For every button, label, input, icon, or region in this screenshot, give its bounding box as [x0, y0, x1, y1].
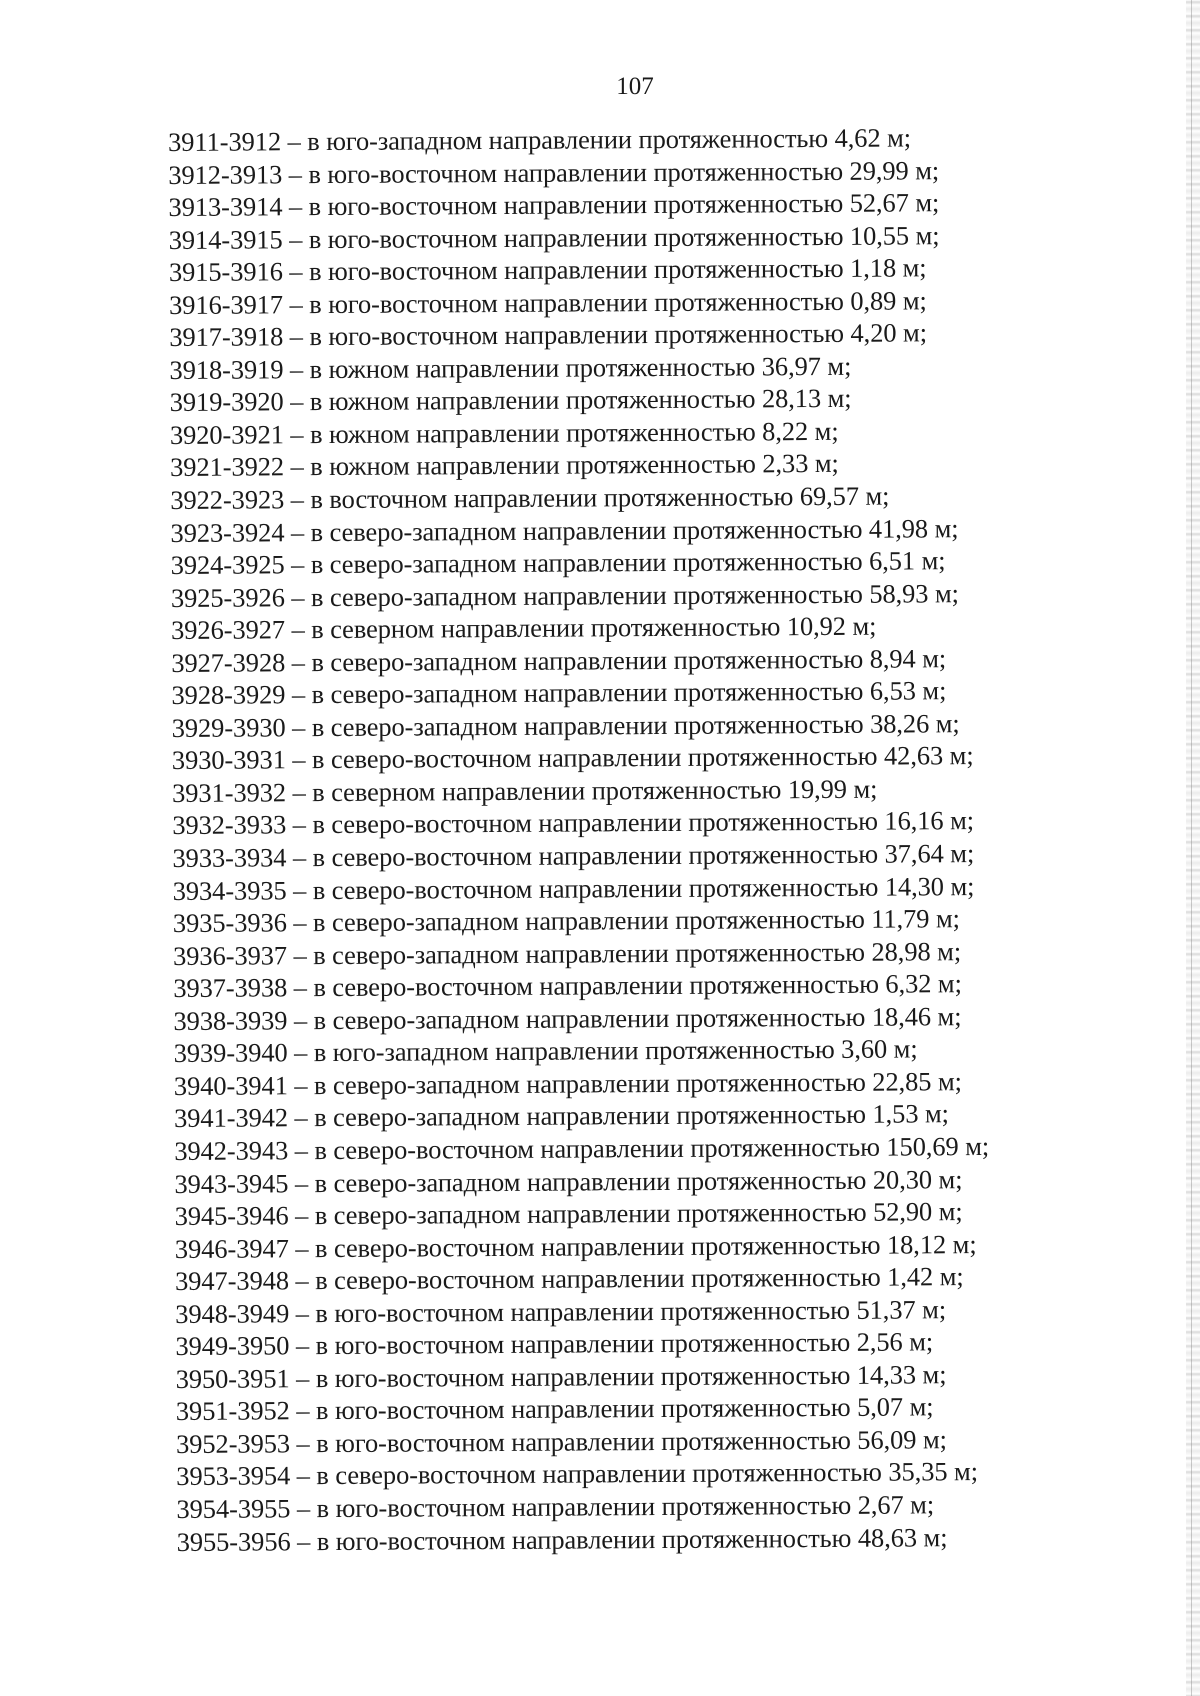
list-item: 3946-3947 – в северо-восточном направлении протяженностью 18,12 м;	[174, 1228, 977, 1264]
list-item: 3943-3945 – в северо-западном направлении протяженностью 20,30 м;	[174, 1163, 963, 1199]
list-item: 3930-3931 – в северо-восточном направлении протяженностью 42,63 м;	[171, 740, 974, 776]
list-item: 3947-3948 – в северо-восточном направлении протяженностью 1,42 м;	[174, 1261, 964, 1297]
scan-edge-artifact	[1186, 0, 1200, 1696]
list-item: 3922-3923 – в восточном направлении протяженностью 69,57 м;	[170, 480, 890, 516]
list-item: 3941-3942 – в северо-западном направлении протяженностью 1,53 м;	[173, 1098, 949, 1134]
list-item: 3939-3940 – в юго-западном направлении протяженностью 3,60 м;	[173, 1033, 918, 1069]
list-item: 3935-3936 – в северо-западном направлении протяженностью 11,79 м;	[172, 903, 960, 939]
list-item: 3924-3925 – в северо-западном направлении протяженностью 6,51 м;	[170, 545, 946, 581]
list-item: 3949-3950 – в юго-восточном направлении протяженностью 2,56 м;	[175, 1326, 934, 1362]
list-item: 3927-3928 – в северо-западном направлении протяженностью 8,94 м;	[171, 643, 947, 678]
list-item: 3915-3916 – в юго-восточном направлении протяженностью 1,18 м;	[168, 252, 927, 288]
list-item: 3921-3922 – в южном направлении протяженностью 2,33 м;	[169, 448, 839, 483]
list-item: 3952-3953 – в юго-восточном направлении протяженностью 56,09 м;	[175, 1424, 947, 1459]
list-item: 3931-3932 – в северном направлении протяженностью 19,99 м;	[171, 773, 878, 808]
list-item: 3912-3913 – в юго-восточном направлении протяженностью 29,99 м;	[168, 154, 940, 190]
list-item: 3932-3933 – в северо-восточном направлении протяженностью 16,16 м;	[172, 805, 975, 841]
list-item: 3920-3921 – в южном направлении протяженностью 8,22 м;	[169, 415, 839, 450]
list-item: 3938-3939 – в северо-западном направлении протяженностью 18,46 м;	[173, 1000, 962, 1036]
list-item: 3950-3951 – в юго-восточном направлении протяженностью 14,33 м;	[175, 1359, 947, 1394]
page-number: 107	[616, 73, 654, 100]
list-item: 3928-3929 – в северо-западном направлении протяженностью 6,53 м;	[171, 675, 947, 711]
list-item: 3936-3937 – в северо-западном направлении протяженностью 28,98 м;	[172, 935, 962, 971]
list-item: 3934-3935 – в северо-восточном направлении протяженностью 14,30 м;	[172, 870, 975, 906]
list-item: 3937-3938 – в северо-восточном направлении протяженностью 6,32 м;	[173, 968, 962, 1004]
list-item: 3914-3915 – в юго-восточном направлении протяженностью 10,55 м;	[168, 219, 940, 255]
list-item: 3940-3941 – в северо-западном направлении протяженностью 22,85 м;	[173, 1066, 962, 1101]
list-item: 3951-3952 – в юго-восточном направлении протяженностью 5,07 м;	[175, 1391, 934, 1427]
list-item: 3918-3919 – в южном направлении протяженностью 36,97 м;	[169, 350, 852, 385]
list-item: 3911-3912 – в юго-западном направлении протяженностью 4,62 м;	[168, 122, 912, 157]
list-item: 3919-3920 – в южном направлении протяженностью 28,13 м;	[169, 383, 852, 418]
list-item: 3926-3927 – в северном направлении протяженностью 10,92 м;	[170, 610, 877, 646]
list-item: 3933-3934 – в северо-восточном направлении протяженностью 37,64 м;	[172, 838, 975, 874]
list-item: 3917-3918 – в юго-восточном направлении протяженностью 4,20 м;	[169, 317, 928, 353]
list-item: 3913-3914 – в юго-восточном направлении протяженностью 52,67 м;	[168, 187, 940, 223]
list-item: 3916-3917 – в юго-восточном направлении протяженностью 0,89 м;	[169, 285, 927, 320]
list-item: 3953-3954 – в северо-восточном направлении протяженностью 35,35 м;	[176, 1456, 979, 1492]
list-item: 3923-3924 – в северо-западном направлении протяженностью 41,98 м;	[170, 512, 959, 548]
list-item: 3925-3926 – в северо-западном направлении протяженностью 58,93 м;	[170, 577, 959, 613]
list-item: 3945-3946 – в северо-западном направлении протяженностью 52,90 м;	[174, 1196, 963, 1232]
scan-edge-line	[1191, 0, 1192, 1696]
list-item: 3942-3943 – в северо-восточном направлении протяженностью 150,69 м;	[174, 1130, 990, 1166]
list-item: 3948-3949 – в юго-восточном направлении протяженностью 51,37 м;	[175, 1293, 947, 1329]
list-item: 3955-3956 – в юго-восточном направлении протяженностью 48,63 м;	[176, 1521, 948, 1557]
list-item: 3929-3930 – в северо-западном направлении протяженностью 38,26 м;	[171, 708, 960, 743]
boundary-segment-list	[168, 121, 1077, 1559]
list-item: 3954-3955 – в юго-восточном направлении протяженностью 2,67 м;	[176, 1489, 935, 1524]
